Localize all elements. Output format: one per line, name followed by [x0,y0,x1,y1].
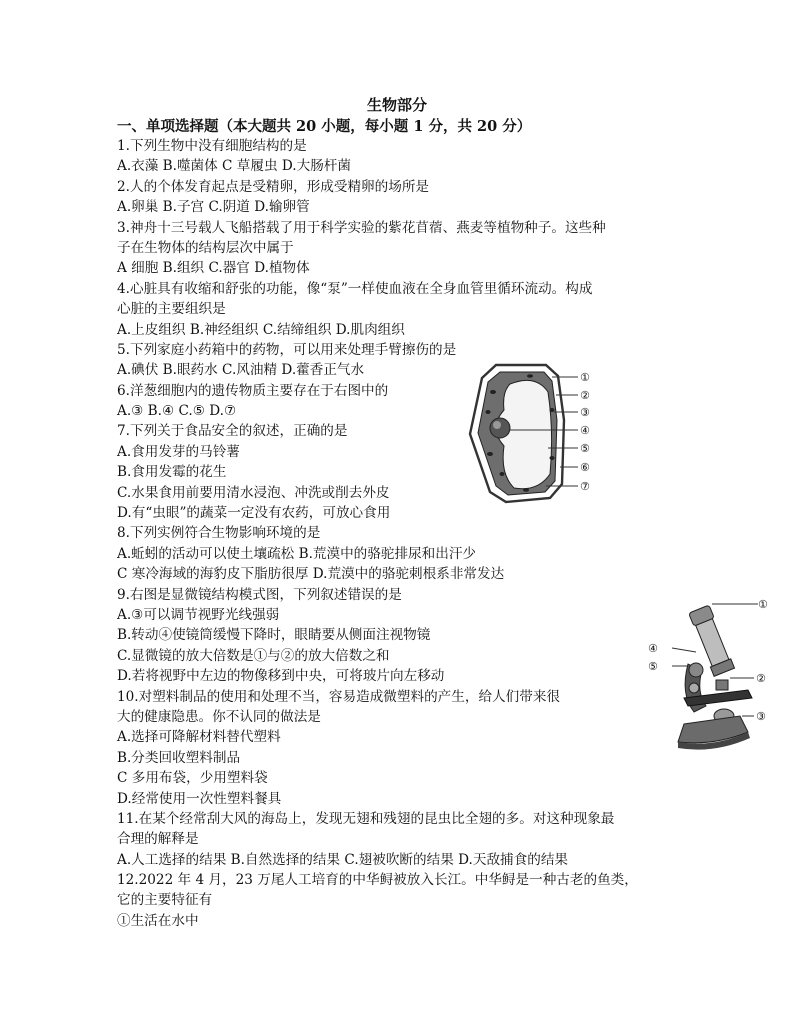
cell-label: ⑤ [580,442,590,455]
text-line: B.分类回收塑料制品 [117,749,241,766]
cell-label: ⑦ [580,480,590,493]
text-line: ①生活在水中 [117,912,199,929]
text-line: B.食用发霉的花生 [117,464,227,481]
microscope-label: ③ [756,710,766,723]
text-line: D.经常使用一次性塑料餐具 [117,790,282,807]
text-line: A.衣藻 B.噬菌体 C 草履虫 D.大肠杆菌 [117,158,351,175]
text-line: C.水果食用前要用清水浸泡、冲洗或削去外皮 [117,484,390,501]
microscope-label: ⑤ [648,660,658,673]
text-line: 10.对塑料制品的使用和处理不当，容易造成微塑料的产生，给人们带来很 [117,688,561,705]
text-line: B.转动④使镜筒缓慢下降时，眼睛要从侧面注视物镜 [117,627,431,644]
text-line: 合理的解释是 [117,831,199,848]
text-line: A.③ B.④ C.⑤ D.⑦ [117,403,237,420]
microscope-label: ① [758,598,768,611]
text-line: A.选择可降解材料替代塑料 [117,729,281,746]
text-line: A.食用发芽的马铃薯 [117,443,240,460]
text-line: D.若将视野中左边的物像移到中央，可将玻片向左移动 [117,668,445,685]
text-line: 5.下列家庭小药箱中的药物，可以用来处理手臂擦伤的是 [117,341,457,358]
microscope-label: ④ [648,642,658,655]
text-line: 8.下列实例符合生物影响环境的是 [117,525,321,542]
text-line: 3.神舟十三号载人飞船搭载了用于科学实验的紫花苜蓿、燕麦等植物种子。这些种 [117,219,606,236]
text-line: 1.下列生物中没有细胞结构的是 [117,138,307,154]
question-text [117,136,687,931]
text-line: A.人工选择的结果 B.自然选择的结果 C.翅被吹断的结果 D.天敌捕食的结果 [117,851,569,868]
text-line: 7.下列关于食品安全的叙述，正确的是 [117,423,348,440]
text-line: A.蚯蚓的活动可以使土壤疏松 B.荒漠中的骆驼排尿和出汗少 [117,545,477,562]
text-line: 11.在某个经常刮大风的海岛上，发现无翅和残翅的昆虫比全翅的多。对这种现象最 [117,810,615,827]
text-line: A 细胞 B.组织 C.器官 D.植物体 [117,260,310,277]
text-line: 12.2022 年 4 月，23 万尾人工培育的中华鲟被放入长江。中华鲟是一种古老的鱼类， [117,872,638,889]
cell-label: ② [580,389,590,402]
text-line: A.上皮组织 B.神经组织 C.结缔组织 D.肌肉组织 [117,321,405,338]
microscope-label: ② [756,672,766,685]
text-line: 心脏的主要组织是 [117,301,226,318]
section-heading: 一、单项选择题（本大题共 20 小题，每小题 1 分，共 20 分） [117,118,532,135]
text-line: C 多用布袋，少用塑料袋 [117,770,268,787]
text-line: A.卵巢 B.子宫 C.阴道 D.输卵管 [117,199,310,216]
text-line: 2.人的个体发育起点是受精卵，形成受精卵的场所是 [117,178,430,195]
onion-cell-diagram [466,362,596,504]
text-line: A.碘伏 B.眼药水 C.风油精 D.藿香正气水 [117,362,365,379]
text-line: C.显微镜的放大倍数是①与②的放大倍数之和 [117,647,390,664]
cell-label: ④ [580,424,590,437]
cell-label: ③ [580,406,590,419]
cell-label: ⑥ [580,461,590,474]
text-line: 4.心脏具有收缩和舒张的功能，像“泵”一样使血液在全身血管里循环流动。构成 [117,280,593,297]
text-line: 大的健康隐患。你不认同的做法是 [117,708,321,725]
text-line: A.③可以调节视野光线强弱 [117,606,280,623]
text-line: 子在生物体的结构层次中属于 [117,239,294,256]
text-line: 9.右图是显微镜结构模式图，下列叙述错误的是 [117,586,402,603]
cell-label: ① [580,371,590,384]
microscope-diagram [644,594,774,754]
text-line: 6.洋葱细胞内的遗传物质主要存在于右图中的 [117,382,389,399]
page-title: 生物部分 [366,96,427,114]
text-line: D.有“虫眼”的蔬菜一定没有农药，可放心食用 [117,505,391,522]
text-line: C 寒冷海域的海豹皮下脂肪很厚 D.荒漠中的骆驼刺根系非常发达 [117,566,505,583]
text-line: 它的主要特征有 [117,892,213,909]
